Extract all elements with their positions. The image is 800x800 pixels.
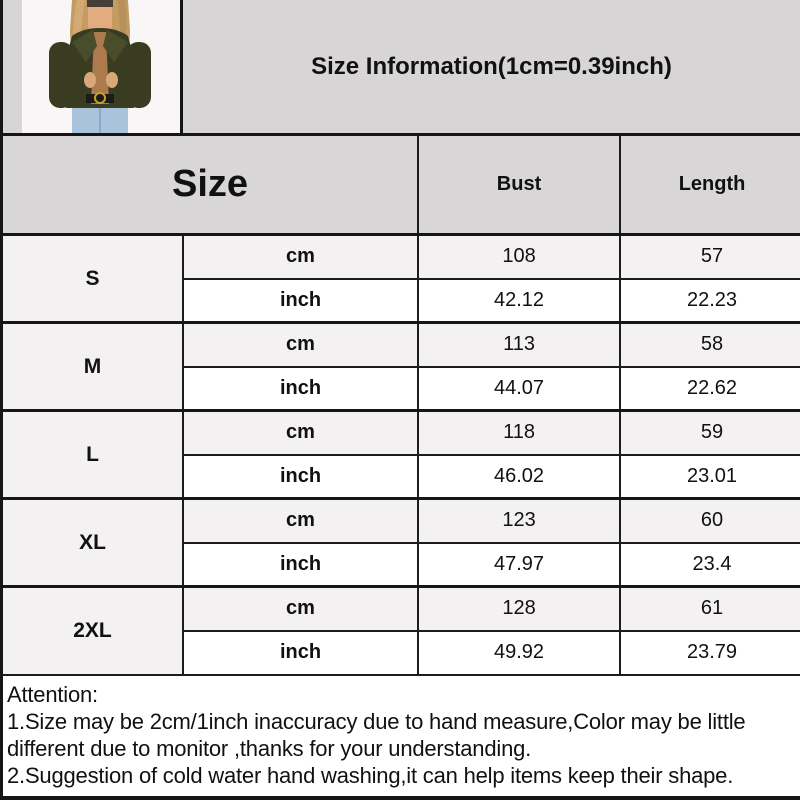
length-inch-2xl: 23.79 — [620, 631, 800, 675]
attention-heading: Attention: — [7, 681, 98, 707]
size-label-xl: XL — [3, 499, 183, 587]
attention-line: different due to monitor ,thanks for your understanding. — [7, 735, 532, 761]
attention-line: 2.Suggestion of cold water hand washing,it can help items keep their shape. — [7, 762, 734, 788]
unit-inch: inch — [183, 543, 418, 587]
bust-inch-2xl: 49.92 — [418, 631, 620, 675]
length-inch-l: 23.01 — [620, 455, 800, 499]
size-label-l: L — [3, 411, 183, 499]
attention-section — [3, 676, 800, 797]
unit-inch: inch — [183, 455, 418, 499]
unit-inch: inch — [183, 631, 418, 675]
length-cm-s: 57 — [620, 235, 800, 279]
size-info-title: Size Information(1cm=0.39inch) — [311, 52, 672, 80]
length-inch-s: 22.23 — [620, 279, 800, 323]
unit-cm: cm — [183, 235, 418, 279]
table-row — [3, 411, 800, 455]
length-cm-m: 58 — [620, 323, 800, 367]
unit-cm: cm — [183, 499, 418, 543]
size-column-header: Size — [3, 135, 418, 235]
attention-line: 1.Size may be 2cm/1inch inaccuracy due to hand measure,Color may be little — [7, 708, 746, 734]
table-row — [3, 499, 800, 543]
table-row — [3, 587, 800, 631]
bust-inch-s: 42.12 — [418, 279, 620, 323]
bust-inch-xl: 47.97 — [418, 543, 620, 587]
table-row — [3, 323, 800, 367]
bust-cm-l: 118 — [418, 411, 620, 455]
bust-column-header: Bust — [418, 135, 620, 235]
length-cm-l: 59 — [620, 411, 800, 455]
photo-cell — [3, 0, 183, 133]
table-row — [3, 235, 800, 279]
table-header-row — [3, 135, 800, 235]
title-cell — [183, 0, 800, 133]
bust-inch-m: 44.07 — [418, 367, 620, 411]
unit-inch: inch — [183, 367, 418, 411]
bust-cm-xl: 123 — [418, 499, 620, 543]
bust-cm-s: 108 — [418, 235, 620, 279]
bust-cm-2xl: 128 — [418, 587, 620, 631]
bust-inch-l: 46.02 — [418, 455, 620, 499]
length-inch-m: 22.62 — [620, 367, 800, 411]
size-label-m: M — [3, 323, 183, 411]
bust-cm-m: 113 — [418, 323, 620, 367]
size-label-s: S — [3, 235, 183, 323]
length-column-header: Length — [620, 135, 800, 235]
model-illustration — [22, 0, 180, 133]
unit-cm: cm — [183, 323, 418, 367]
unit-inch: inch — [183, 279, 418, 323]
unit-cm: cm — [183, 411, 418, 455]
size-label-2xl: 2XL — [3, 587, 183, 675]
top-band — [3, 0, 800, 133]
length-cm-xl: 60 — [620, 499, 800, 543]
unit-cm: cm — [183, 587, 418, 631]
size-table — [3, 133, 800, 676]
length-cm-2xl: 61 — [620, 587, 800, 631]
product-photo — [22, 0, 180, 133]
length-inch-xl: 23.4 — [620, 543, 800, 587]
